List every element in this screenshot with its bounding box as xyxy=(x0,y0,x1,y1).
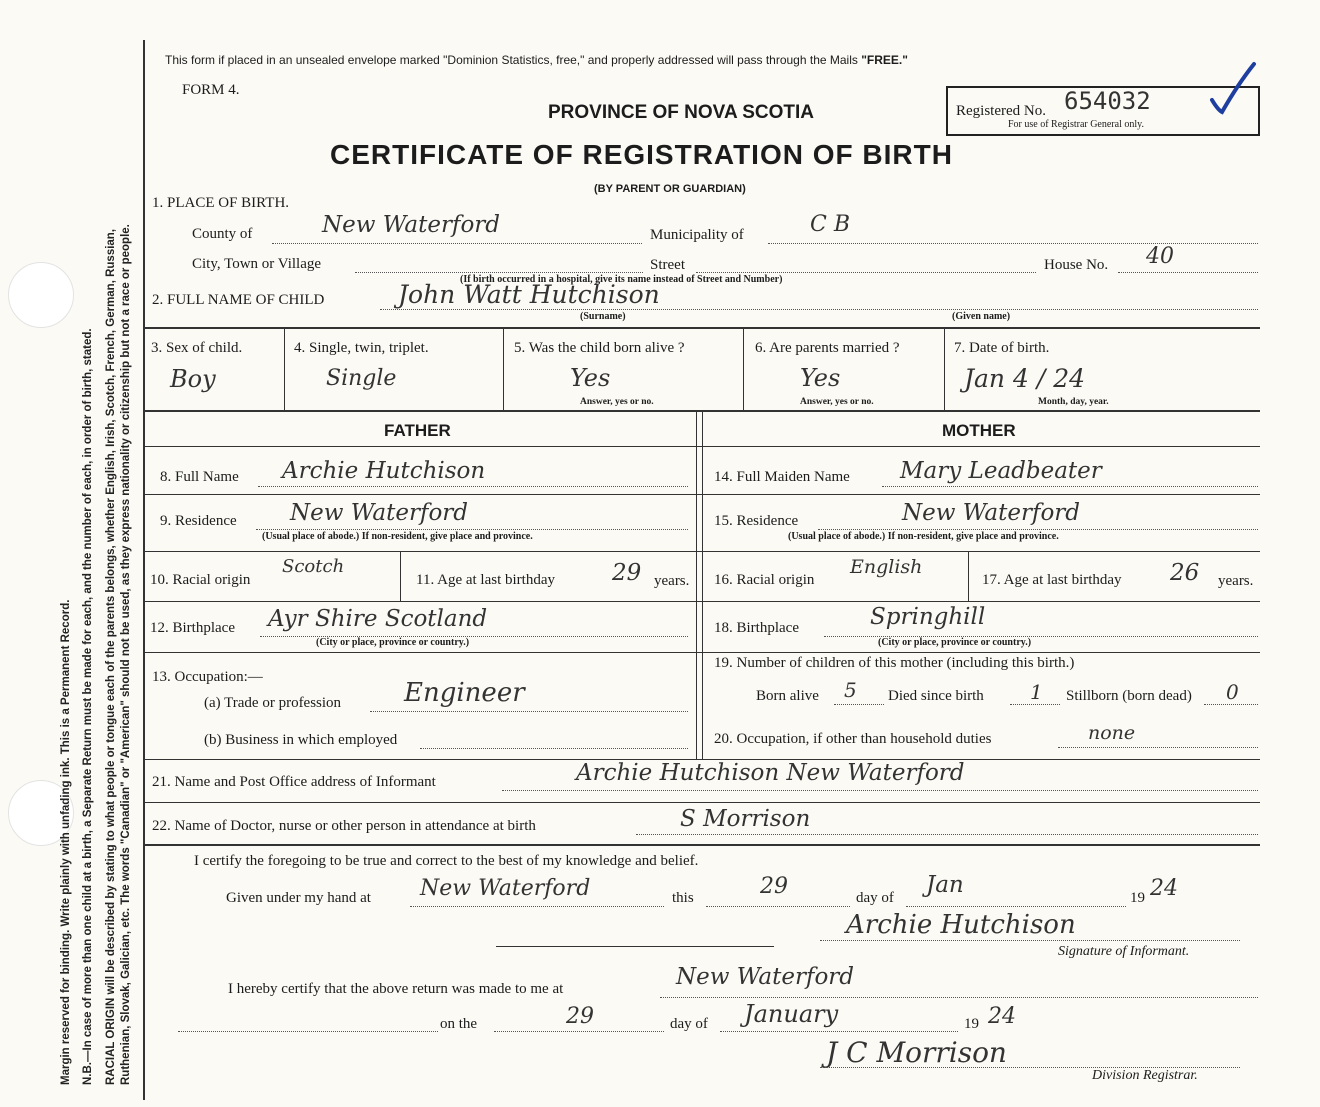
parents-divider-right xyxy=(702,411,703,759)
married-note: Answer, yes or no. xyxy=(800,397,874,407)
stillborn-count-value: 0 xyxy=(1226,680,1239,704)
mother-name-label: 14. Full Maiden Name xyxy=(714,469,850,485)
registered-label: Registered No. xyxy=(956,103,1046,119)
informant-value: Archie Hutchison New Waterford xyxy=(576,760,965,786)
registrar-place-line xyxy=(660,997,1258,998)
multiple-value: Single xyxy=(326,366,397,391)
informant-line xyxy=(502,790,1258,791)
registrar-signature: J C Morrison xyxy=(826,1036,1007,1069)
stillborn-count-line xyxy=(1204,704,1258,705)
father-age-value: 29 xyxy=(612,560,642,586)
father-birthplace-label: 12. Birthplace xyxy=(150,620,235,636)
divider-row3-top xyxy=(143,327,1260,329)
father-residence-note: (Usual place of abode.) If non-resident, give place and province. xyxy=(262,531,533,542)
registrar-year-prefix: 19 xyxy=(964,1016,979,1032)
mother-heading: MOTHER xyxy=(942,421,1016,440)
born-alive-label: 5. Was the child born alive ? xyxy=(514,340,685,356)
city-label: City, Town or Village xyxy=(192,256,322,272)
form-number: FORM 4. xyxy=(182,82,240,98)
line-row10 xyxy=(143,601,1260,602)
mother-racial-label: 16. Racial origin xyxy=(714,572,815,588)
birth-date-label: 7. Date of birth. xyxy=(954,340,1050,356)
doctor-value: S Morrison xyxy=(680,806,811,832)
died-count-label: Died since birth xyxy=(888,688,984,704)
certify-year-prefix: 19 xyxy=(1130,890,1145,906)
certify-year-suffix: 24 xyxy=(1150,876,1178,901)
registrar-day-value: 29 xyxy=(566,1004,594,1029)
birth-date-value: Jan 4 / 24 xyxy=(964,364,1086,393)
born-alive-note: Answer, yes or no. xyxy=(580,397,654,407)
given-under-label: Given under my hand at xyxy=(226,890,371,906)
married-value: Yes xyxy=(800,364,841,392)
multiple-label: 4. Single, twin, triplet. xyxy=(294,340,429,356)
business-line xyxy=(420,748,688,749)
place-of-birth-label: 1. PLACE OF BIRTH. xyxy=(152,195,290,211)
father-age-unit: years. xyxy=(654,573,690,589)
father-racial-label: 10. Racial origin xyxy=(150,572,251,588)
informant-signature-line xyxy=(820,940,1240,941)
registrar-place-value: New Waterford xyxy=(676,964,855,990)
line-row9 xyxy=(143,551,1260,552)
province-title: PROVINCE OF NOVA SCOTIA xyxy=(548,102,815,123)
informant-signature-label: Signature of Informant. xyxy=(1058,944,1190,959)
married-label: 6. Are parents married ? xyxy=(755,340,900,356)
line-row12 xyxy=(143,652,1260,653)
born-alive-count-label: Born alive xyxy=(756,688,819,704)
trade-label: (a) Trade or profession xyxy=(204,695,342,711)
registrar-year-suffix: 24 xyxy=(988,1004,1016,1029)
given-place-line xyxy=(410,906,664,907)
certify-day-line xyxy=(706,906,850,907)
mother-age-unit: years. xyxy=(1218,573,1254,589)
county-line xyxy=(272,243,642,244)
informant-signature: Archie Hutchison xyxy=(846,910,1076,940)
divider-row3-d xyxy=(944,328,945,410)
mother-birthplace-value: Springhill xyxy=(870,604,986,630)
street-label: Street xyxy=(650,257,685,273)
surname-note: (Surname) xyxy=(580,311,626,322)
mother-age-value: 26 xyxy=(1170,560,1200,586)
mother-name-value: Mary Leadbeater xyxy=(900,458,1102,484)
parents-divider-left xyxy=(696,411,697,759)
registrar-statement: I hereby certify that the above return was made to me at xyxy=(228,981,564,997)
child-name-value: John Watt Hutchison xyxy=(398,280,660,309)
child-name-label: 2. FULL NAME OF CHILD xyxy=(152,292,325,308)
municipality-line xyxy=(768,243,1258,244)
mother-residence-note: (Usual place of abode.) If non-resident, give place and province. xyxy=(788,531,1059,542)
on-the-label: on the xyxy=(440,1016,478,1032)
checkmark-icon xyxy=(1208,60,1258,118)
certify-month-value: Jan xyxy=(926,872,964,898)
hospital-note: (If birth occurred in a hospital, give its name instead of Street and Number) xyxy=(460,274,783,285)
father-name-label: 8. Full Name xyxy=(160,469,239,485)
trade-value: Engineer xyxy=(404,678,525,708)
born-alive-value: Yes xyxy=(570,364,611,392)
mail-notice: This form if placed in an unsealed envelope marked "Dominion Statistics, free," and properly addressed will pass through the Mails "FREE." xyxy=(165,53,908,67)
registrar-day-line xyxy=(494,1031,664,1032)
margin-note-4: Ruthenian, Slovak, Galician, etc. The words "Canadian" or "American" should not be used, as they express nationality or citizenship but not a race or people. xyxy=(120,224,132,1085)
mother-residence-line xyxy=(818,529,1258,530)
line-row8 xyxy=(143,494,1260,495)
binding-hole-top xyxy=(8,262,74,328)
divider-racial-age-mother xyxy=(968,552,969,601)
certify-day-of-label: day of xyxy=(856,890,894,906)
father-heading: FATHER xyxy=(384,421,451,440)
birth-date-note: Month, day, year. xyxy=(1038,397,1109,407)
born-alive-count-value: 5 xyxy=(844,678,857,702)
occupation-label: 13. Occupation:— xyxy=(152,669,263,685)
registered-number: 654032 xyxy=(1064,87,1151,115)
county-value: New Waterford xyxy=(322,212,501,238)
doctor-line xyxy=(636,834,1258,835)
certify-statement: I certify the foregoing to be true and correct to the best of my knowledge and belief. xyxy=(194,853,699,869)
county-label: County of xyxy=(192,226,253,242)
father-residence-label: 9. Residence xyxy=(160,513,237,529)
father-name-value: Archie Hutchison xyxy=(282,458,486,484)
registrar-note: For use of Registrar General only. xyxy=(1008,119,1144,130)
margin-note-3: RACIAL ORIGIN will be described by stating to what people or tongue each of the parents belongs, whether English, Irish, Scotch, French, German, Russian, xyxy=(105,228,117,1085)
given-place-value: New Waterford xyxy=(420,876,591,901)
certify-day-value: 29 xyxy=(760,874,788,899)
mother-name-line xyxy=(882,486,1258,487)
mother-occupation-label: 20. Occupation, if other than household duties xyxy=(714,731,992,747)
parents-header-line xyxy=(143,446,1260,447)
house-line xyxy=(1118,272,1258,273)
mother-birthplace-label: 18. Birthplace xyxy=(714,620,799,636)
registrar-day-of-label: day of xyxy=(670,1016,708,1032)
born-alive-count-line xyxy=(834,704,884,705)
house-value: 40 xyxy=(1146,244,1174,269)
mother-age-label: 17. Age at last birthday xyxy=(982,572,1122,588)
father-residence-value: New Waterford xyxy=(290,500,469,526)
father-birthplace-note: (City or place, province or country.) xyxy=(316,637,470,648)
mother-residence-label: 15. Residence xyxy=(714,513,799,529)
divider-row3-a xyxy=(284,328,285,410)
father-residence-line xyxy=(256,529,688,530)
line-row22 xyxy=(143,844,1260,846)
margin-note-1: Margin reserved for binding. Write plainly with unfading ink. This is a Permanent Record. xyxy=(60,599,72,1085)
trade-line xyxy=(370,711,688,712)
died-count-value: 1 xyxy=(1030,680,1043,704)
street-line xyxy=(696,272,1036,273)
mother-residence-value: New Waterford xyxy=(902,500,1081,526)
sex-label: 3. Sex of child. xyxy=(151,340,243,356)
business-label: (b) Business in which employed xyxy=(204,732,398,748)
house-label: House No. xyxy=(1044,257,1109,273)
municipality-label: Municipality of xyxy=(650,227,744,243)
mother-racial-value: English xyxy=(850,556,923,578)
registrar-signature-label: Division Registrar. xyxy=(1092,1068,1198,1083)
sex-value: Boy xyxy=(170,365,216,393)
mother-occupation-value: none xyxy=(1088,722,1136,744)
father-racial-value: Scotch xyxy=(282,556,345,577)
stillborn-count-label: Stillborn (born dead) xyxy=(1066,688,1192,704)
died-count-line xyxy=(1010,704,1060,705)
mother-occupation-line xyxy=(1058,747,1258,748)
registrar-month-value: January xyxy=(744,1000,839,1028)
father-birthplace-value: Ayr Shire Scotland xyxy=(268,606,488,632)
divider-row3-c xyxy=(743,328,744,410)
municipality-value: C B xyxy=(810,212,850,237)
page-title: CERTIFICATE OF REGISTRATION OF BIRTH xyxy=(330,139,953,170)
informant-label: 21. Name and Post Office address of Informant xyxy=(152,774,436,790)
children-count-label: 19. Number of children of this mother (including this birth.) xyxy=(714,655,1075,671)
father-name-line xyxy=(258,486,688,487)
registrar-month-line xyxy=(720,1031,958,1032)
certify-month-line xyxy=(906,906,1126,907)
child-name-line xyxy=(380,309,1258,310)
margin-note-2: N.B.—In case of more than one child at a birth, a Separate Return must be made for each, and the number of each, in order of birth, stated. xyxy=(82,328,94,1085)
section-separator xyxy=(496,946,774,947)
doctor-label: 22. Name of Doctor, nurse or other person in attendance at birth xyxy=(152,818,536,834)
city-line xyxy=(355,272,643,273)
registrar-lead-line xyxy=(178,1031,438,1032)
divider-row3-b xyxy=(503,328,504,410)
line-row21 xyxy=(143,802,1260,803)
divider-racial-age-father xyxy=(400,552,401,601)
this-label: this xyxy=(672,890,694,906)
mother-birthplace-note: (City or place, province or country.) xyxy=(878,637,1032,648)
page-subtitle: (BY PARENT OR GUARDIAN) xyxy=(594,183,746,195)
father-age-label: 11. Age at last birthday xyxy=(416,572,555,588)
given-name-note: (Given name) xyxy=(952,311,1011,322)
left-border xyxy=(143,40,145,1100)
